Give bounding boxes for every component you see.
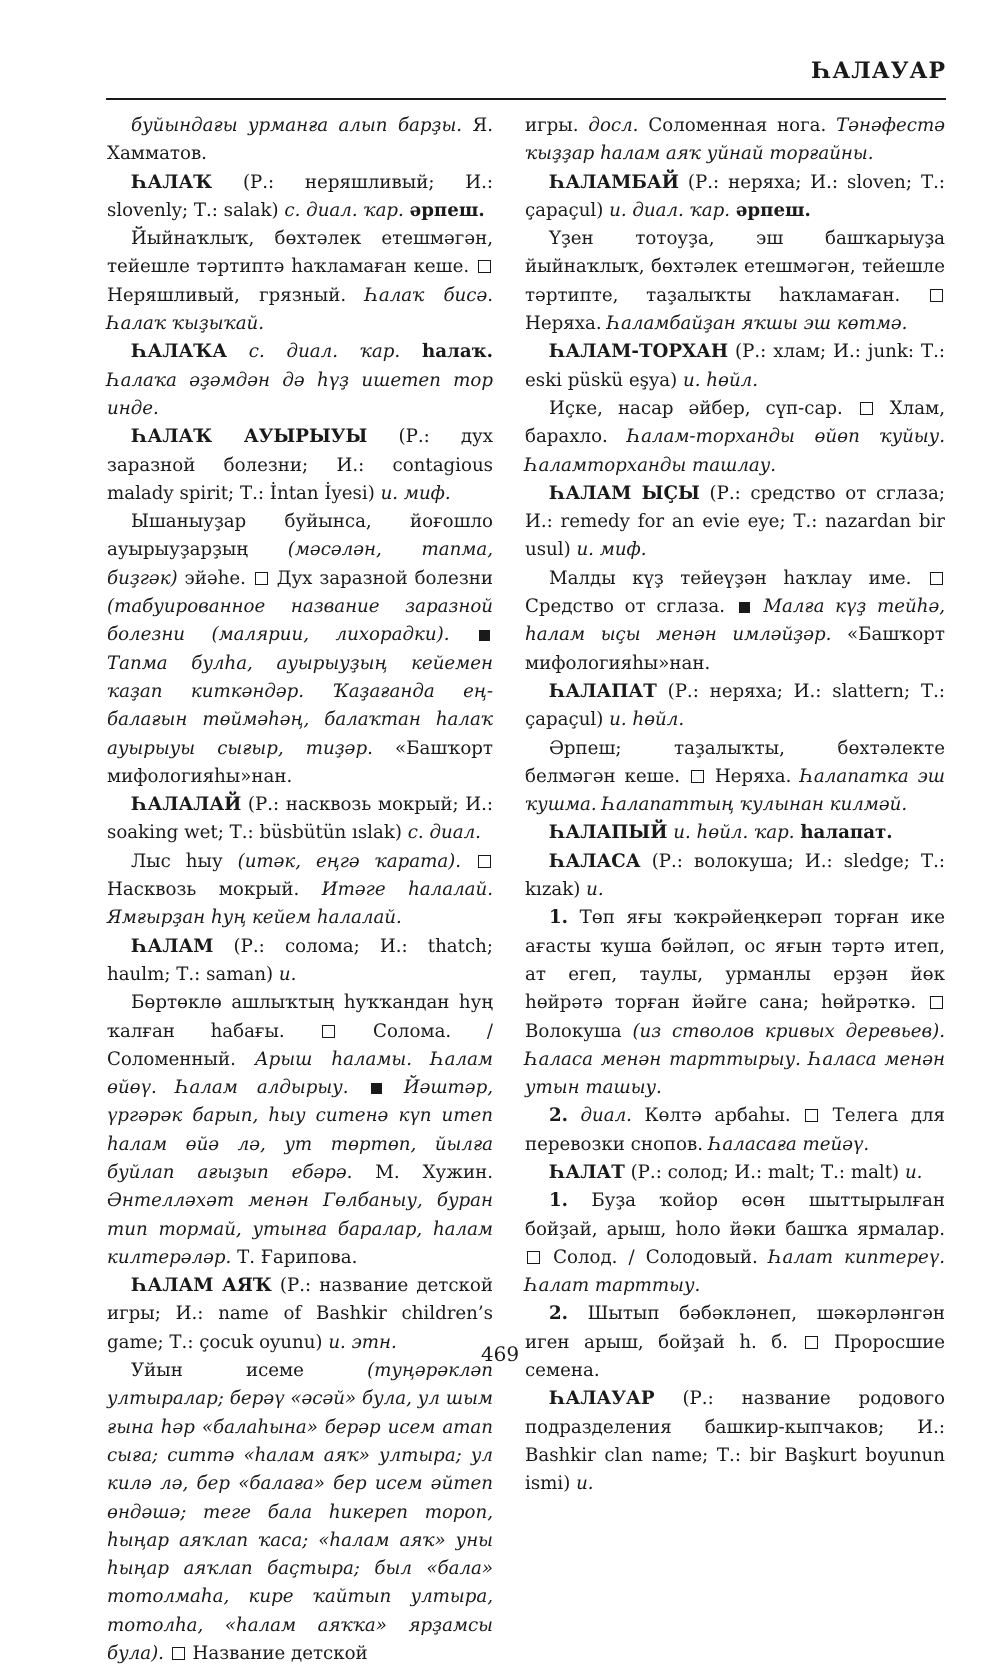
dictionary-paragraph: Уйын исеме (туңәрәкләп ултыралар; берәү «әсәй» була, ул шым ғына һәр «балаһына» берәр исем атап сыға; ситтә «һалам аяҡ» ултыра; ул килә лә, бер «балаға» бер исем әйтеп өндәшә; теге бала һикереп тороп, һыңар аяҡлап ҡаса; «һалам аяҡ» уны һыңар аяҡлап баҫтыра; был «бала» тотолмаһа, кире ҡайтып ултыра, тотолһа, «һалам аяҡҡа» ярҙамсы була). Название детской bbox=[107, 1360, 493, 1665]
dictionary-paragraph: 1. Төп яғы ҡәкрәйеңкерәп торған ике ағасты ҡуша бәйләп, ос яғын тәртә итеп, ат егеп, таулы, урманлы ерҙән йөк һөйрәтә торған йәйге сана; һөйрәткә. Волокуша (из стволов кривых деревьев). Һаласа менән тарттырыу. Һаласа менән утын ташыу. bbox=[525, 907, 945, 1099]
dictionary-paragraph: ҺАЛАҠ АУЫРЫУЫ (Р.: дух заразной болезни; И.: contagious malady spirit; Т.: İntan İyesi) и. миф. bbox=[107, 426, 493, 504]
dictionary-paragraph: Малды күҙ тейеүҙән һаҡлау име. Средство от сглаза. Малға күҙ тейһә, һалам ыҫы менән имләйҙәр. «Башҡорт мифологияһы»нан. bbox=[525, 567, 945, 674]
dictionary-paragraph: Ышаныуҙар буйынса, йоғошло ауырыуҙарҙың (мәсәлән, тапма, биҙгәк) эйәһе. Дух заразной болезни (табуированное название заразной болезни (малярии, лихорадки). Тапма булһа, ауырыуҙың кейемен ҡаҙап киткәндәр. Ҡаҙағанда ең-балағын төймәһәң, балаҡтан һалаҡ ауырыуы сығыр, тиҙәр. «Башҡорт мифологияһы»нан. bbox=[107, 511, 494, 787]
dictionary-paragraph: ҺАЛАТ (Р.: солод; И.: malt; Т.: malt) и. bbox=[549, 1161, 923, 1183]
dictionary-paragraph: ҺАЛАҠА с. диал. ҡар. һалаҡ. Һалаҡа әҙәмдән дә һүҙ ишетеп тор инде. bbox=[107, 341, 493, 419]
running-head: ҺАЛАУАР bbox=[811, 58, 946, 84]
dictionary-paragraph: Иҫке, насар әйбер, сүп-сар. Хлам, барахло. Һалам-торханды өйөп ҡуйыу. Һаламторханды ташлау. bbox=[525, 397, 945, 476]
dictionary-paragraph: 2. диал. Көлтә арбаһы. Телега для перевозки снопов. Һаласаға тейәү. bbox=[525, 1105, 945, 1155]
dictionary-paragraph: ҺАЛАПЫЙ и. һөйл. ҡар. һалапат. bbox=[549, 822, 893, 844]
dictionary-paragraph: игры. досл. Соломенная нога. Тәнәфестә ҡыҙҙар һалам аяҡ уйнай торғайны. bbox=[525, 115, 945, 165]
dictionary-paragraph: ҺАЛАМ-ТОРХАН (Р.: хлам; И.: junk: Т.: eski püskü eşya) и. һөйл. bbox=[525, 341, 945, 391]
dictionary-paragraph: ҺАЛАМ ЫҪЫ (Р.: средство от сглаза; И.: remedy for an evie eye; Т.: nazardan bir usul) и. миф. bbox=[525, 482, 945, 561]
dictionary-paragraph: ҺАЛАЛАЙ (Р.: насквозь мокрый; И.: soaking wet; Т.: büsbütün ıslak) с. диал. bbox=[107, 794, 493, 844]
page-number: 469 bbox=[480, 1342, 520, 1366]
dictionary-paragraph: ҺАЛАҠ (Р.: неряшливый; И.: slovenly; Т.: salak) с. диал. ҡар. әрпеш. bbox=[107, 171, 493, 221]
dictionary-paragraph: Әрпеш; таҙалыҡты, бөхтәлекте белмәгән кеше. Неряха. Һалапатка эш ҡушма. Һалапаттың ҡулынан килмәй. bbox=[525, 737, 945, 816]
dictionary-paragraph: буйындағы урманға алып барҙы. Я. Хамматов. bbox=[107, 115, 493, 165]
right-column bbox=[525, 112, 945, 1499]
dictionary-paragraph: 1. Буҙа ҡойор өсөн шыттырылған бойҙай, арыш, һоло йәки башҡа ярмалар. Солод. / Солодовый. Һалат киптереү. Һалат тарттыу. bbox=[525, 1190, 945, 1297]
dictionary-paragraph: Лыс һыу (итәк, еңгә ҡарата). Насквозь мокрый. Итәге һалалай. Ямғырҙан һуң кейем һалалай. bbox=[107, 850, 493, 929]
dictionary-paragraph: ҺАЛАМ (Р.: солома; И.: thatch; haulm; Т.: saman) и. bbox=[107, 935, 493, 985]
header-rule bbox=[106, 98, 946, 100]
dictionary-paragraph: ҺАЛАМБАЙ (Р.: неряха; И.: sloven; Т.: çapaçul) и. диал. ҡар. әрпеш. bbox=[525, 171, 945, 221]
dictionary-paragraph: ҺАЛАПАТ (Р.: неряха; И.: slattern; Т.: çapaçul) и. һөйл. bbox=[525, 680, 945, 731]
dictionary-paragraph: Йыйнаҡлыҡ, бөхтәлек етешмәгән, тейешле тәртиптә һаҡламаған кеше. Неряшливый, грязный. Һалаҡ бисә. Һалаҡ ҡыҙыҡай. bbox=[107, 228, 493, 335]
left-column bbox=[107, 112, 493, 1668]
dictionary-paragraph: Үҙен тотоуҙа, эш башҡарыуҙа йыйнаҡлыҡ, бөхтәлек етешмәгән, тейешле тәртипте, таҙалыҡты һаҡламаған. Неряха. Һаламбайҙан яҡшы эш көтмә. bbox=[525, 228, 945, 335]
dictionary-paragraph: Бөртөклө ашлыҡтың һуҡҡандан һуң ҡалған һабағы. Солома. / Соломенный. Арыш һаламы. Һалам өйөү. Һалам алдырыу. Йәштәр, үргәрәк барып, һыу ситенә күп итеп һалам өйә лә, ут төртөп, йылға буйлап ағыҙып ебәрә. М. Хужин. Әнтелләхәт менән Гөлбаныу, буран тип тормай, утынға баралар, һалам килтерәләр. Т. Ғарипова. bbox=[107, 992, 493, 1268]
dictionary-paragraph: ҺАЛАУАР (Р.: название родового подразделения башкир-кыпчаков; И.: Bashkir clan name; Т.: bir Başkurt boyunun ismi) и. bbox=[525, 1388, 945, 1495]
dictionary-paragraph: ҺАЛАСА (Р.: волокуша; И.: sledge; Т.: kızak) и. bbox=[525, 850, 945, 901]
dictionary-paragraph: 2. Шытып бәбәкләнеп, шәкәрләнгән иген арыш, бойҙай һ. б. Проросшие семена. bbox=[525, 1303, 945, 1382]
dictionary-paragraph: ҺАЛАМ АЯҠ (Р.: название детской игры; И.: name of Bashkir children’s game; Т.: çocuk oyunu) и. этн. bbox=[107, 1275, 493, 1353]
